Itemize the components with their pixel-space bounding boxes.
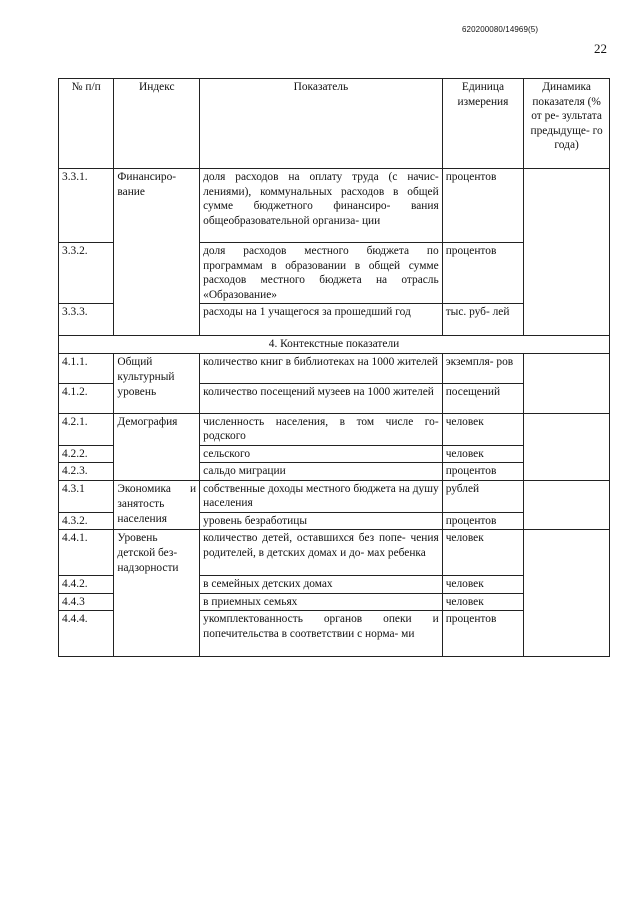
- header-num: № п/п: [59, 79, 114, 169]
- row-num: 4.2.3.: [59, 463, 114, 481]
- row-num: 3.3.1.: [59, 169, 114, 243]
- row-unit: человек: [442, 593, 524, 611]
- section-title: 4. Контекстные показатели: [59, 336, 610, 354]
- row-num: 3.3.3.: [59, 304, 114, 336]
- row-num: 4.4.1.: [59, 530, 114, 576]
- row-indicator: количество книг в библиотеках на 1000 жителей: [200, 353, 443, 383]
- row-dynamics: [524, 413, 610, 480]
- table-header-row: [59, 79, 610, 169]
- row-unit: процентов: [442, 463, 524, 481]
- row-num: 4.1.1.: [59, 353, 114, 383]
- row-num: 4.2.2.: [59, 445, 114, 463]
- group-index: Финансиро- вание: [114, 169, 200, 336]
- row-num: 3.3.2.: [59, 243, 114, 304]
- row-indicator: доля расходов на оплату труда (с начис- лениями), коммунальных расходов в общей сумме бюджетного финансиро- вания общеобразовательной организа- ции: [200, 169, 443, 243]
- row-num: 4.4.3: [59, 593, 114, 611]
- row-indicator: количество посещений музеев на 1000 жителей: [200, 383, 443, 413]
- row-indicator: сальдо миграции: [200, 463, 443, 481]
- table-row: [59, 169, 610, 243]
- row-unit: процентов: [442, 169, 524, 243]
- row-num: 4.3.2.: [59, 512, 114, 530]
- section-row: [59, 336, 610, 354]
- row-unit: человек: [442, 413, 524, 445]
- document-id: 620200080/14969(5): [462, 25, 539, 34]
- header-index: Индекс: [114, 79, 200, 169]
- row-num: 4.3.1: [59, 480, 114, 512]
- row-num: 4.1.2.: [59, 383, 114, 413]
- row-indicator: сельского: [200, 445, 443, 463]
- header-indicator: Показатель: [200, 79, 443, 169]
- header-dynamics: Динамика показателя (% от ре- зультата предыдуще- го года): [524, 79, 610, 169]
- row-num: 4.4.4.: [59, 611, 114, 657]
- indicators-table: [58, 78, 610, 657]
- row-unit: посещений: [442, 383, 524, 413]
- group-index: Общий культурный уровень: [114, 353, 200, 413]
- table-row: [59, 413, 610, 445]
- row-indicator: численность населения, в том числе го- родского: [200, 413, 443, 445]
- row-indicator: расходы на 1 учащегося за прошедший год: [200, 304, 443, 336]
- row-num: 4.2.1.: [59, 413, 114, 445]
- group-index: Экономика и занятость населения: [114, 480, 200, 530]
- table-row: [59, 480, 610, 512]
- row-indicator: уровень безработицы: [200, 512, 443, 530]
- row-unit: процентов: [442, 611, 524, 657]
- row-indicator: собственные доходы местного бюджета на душу населения: [200, 480, 443, 512]
- table-row: [59, 530, 610, 576]
- row-unit: человек: [442, 576, 524, 594]
- row-unit: человек: [442, 530, 524, 576]
- row-indicator: укомплектованность органов опеки и попечительства в соответствии с норма- ми: [200, 611, 443, 657]
- table-row: [59, 353, 610, 383]
- row-unit: тыс. руб- лей: [442, 304, 524, 336]
- group-index: Уровень детской без- надзорности: [114, 530, 200, 657]
- row-dynamics: [524, 530, 610, 657]
- row-unit: экземпля- ров: [442, 353, 524, 383]
- row-unit: процентов: [442, 512, 524, 530]
- row-indicator: в приемных семьях: [200, 593, 443, 611]
- row-indicator: доля расходов местного бюджета по программам в образовании в общей сумме расходов местного бюджета на отрасль «Образование»: [200, 243, 443, 304]
- row-indicator: в семейных детских домах: [200, 576, 443, 594]
- row-dynamics: [524, 169, 610, 336]
- row-unit: процентов: [442, 243, 524, 304]
- row-dynamics: [524, 353, 610, 413]
- page-number: 22: [594, 41, 607, 56]
- row-unit: рублей: [442, 480, 524, 512]
- header-unit: Единица измерения: [442, 79, 524, 169]
- row-num: 4.4.2.: [59, 576, 114, 594]
- group-index: Демография: [114, 413, 200, 480]
- row-dynamics: [524, 480, 610, 530]
- row-unit: человек: [442, 445, 524, 463]
- row-indicator: количество детей, оставшихся без попе- чения родителей, в детских домах и до- мах ребенка: [200, 530, 443, 576]
